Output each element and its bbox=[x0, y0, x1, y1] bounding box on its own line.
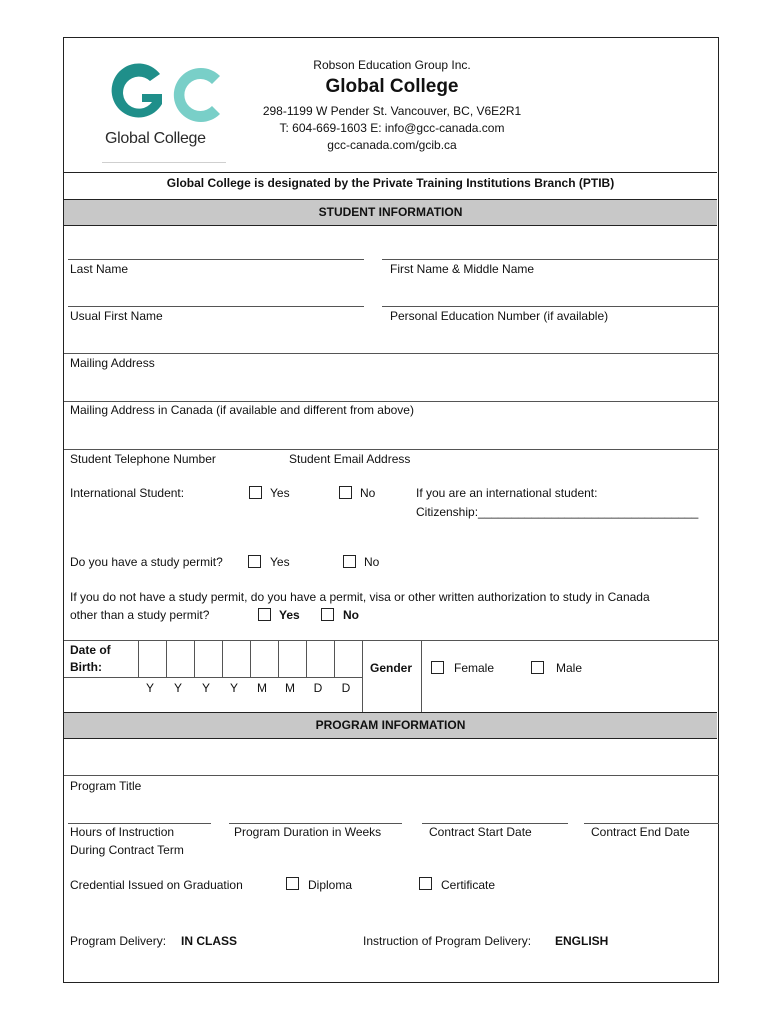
dob-letter-y3: Y bbox=[201, 681, 210, 695]
designation-note: Global College is designated by the Private Training Institutions Branch (PTIB) bbox=[166, 176, 615, 190]
mailing-address-canada-line bbox=[64, 401, 719, 402]
mailing-address-line bbox=[64, 353, 719, 354]
other-permit-yes-label: Yes bbox=[279, 608, 300, 622]
dob-cell-divider bbox=[250, 640, 251, 677]
certificate-checkbox[interactable] bbox=[419, 877, 432, 890]
dob-cell-divider bbox=[278, 640, 279, 677]
college-website: gcc-canada.com/gcib.ca bbox=[327, 138, 457, 152]
logo-wordmark: Global College bbox=[105, 130, 206, 147]
international-student-label: International Student: bbox=[70, 486, 185, 500]
intl-yes-checkbox[interactable] bbox=[249, 486, 262, 499]
usual-first-name-label: Usual First Name bbox=[70, 309, 163, 323]
female-checkbox[interactable] bbox=[431, 661, 444, 674]
college-name: Global College bbox=[325, 76, 459, 97]
citizenship-field[interactable]: Citizenship:_________________________________ bbox=[416, 505, 699, 519]
pen-line bbox=[382, 306, 719, 307]
female-label: Female bbox=[454, 661, 495, 675]
dob-letter-y2: Y bbox=[173, 681, 182, 695]
gender-label: Gender bbox=[370, 661, 413, 675]
last-name-line bbox=[68, 259, 364, 260]
intl-no-label: No bbox=[360, 486, 376, 500]
other-permit-question-line1: If you do not have a study permit, do you have a permit, visa or other written authorization to study in Canada bbox=[70, 590, 650, 604]
start-date-line bbox=[422, 823, 568, 824]
section-student-information: STUDENT INFORMATION bbox=[64, 199, 717, 226]
duration-label: Program Duration in Weeks bbox=[234, 825, 382, 839]
gender-divider bbox=[421, 640, 422, 713]
hours-line bbox=[68, 823, 211, 824]
diploma-checkbox[interactable] bbox=[286, 877, 299, 890]
usual-first-name-line bbox=[68, 306, 364, 307]
program-delivery-label: Program Delivery: bbox=[70, 934, 167, 948]
permit-no-checkbox[interactable] bbox=[343, 555, 356, 568]
program-title-line bbox=[64, 775, 719, 776]
dob-gender-divider bbox=[362, 640, 363, 713]
male-checkbox[interactable] bbox=[531, 661, 544, 674]
header-divider bbox=[64, 172, 717, 173]
end-date-label: Contract End Date bbox=[591, 825, 690, 839]
dob-cell-divider bbox=[194, 640, 195, 677]
dob-letter-d1: D bbox=[313, 681, 323, 695]
diploma-label: Diploma bbox=[308, 878, 353, 892]
dob-cell-divider bbox=[166, 640, 167, 677]
org-name: Robson Education Group Inc. bbox=[313, 58, 471, 72]
end-date-line bbox=[584, 823, 719, 824]
dob-cell-divider bbox=[306, 640, 307, 677]
dob-cells-bottom-line bbox=[64, 677, 362, 678]
other-permit-no-checkbox[interactable] bbox=[321, 608, 334, 621]
other-permit-question-line2: other than a study permit? bbox=[70, 608, 210, 622]
logo-g-shape bbox=[112, 63, 162, 117]
start-date-label: Contract Start Date bbox=[429, 825, 532, 839]
last-name-label: Last Name bbox=[70, 262, 129, 276]
telephone-label: Student Telephone Number bbox=[70, 452, 216, 466]
instruction-delivery-value: ENGLISH bbox=[555, 934, 609, 948]
college-address: 298-1199 W Pender St. Vancouver, BC, V6E2R1 bbox=[262, 104, 522, 118]
dob-letter-m1: M bbox=[257, 681, 267, 695]
dob-cell-divider bbox=[222, 640, 223, 677]
dob-top-line bbox=[64, 640, 719, 641]
first-middle-name-label: First Name & Middle Name bbox=[390, 262, 535, 276]
enrollment-form bbox=[63, 37, 719, 983]
hours-label-line1: Hours of Instruction bbox=[70, 825, 175, 839]
program-title-label: Program Title bbox=[70, 779, 142, 793]
permit-yes-label: Yes bbox=[270, 555, 290, 569]
dob-label-line1: Date of bbox=[70, 643, 111, 657]
certificate-label: Certificate bbox=[441, 878, 496, 892]
permit-yes-checkbox[interactable] bbox=[248, 555, 261, 568]
mailing-address-canada-label: Mailing Address in Canada (if available and different from above) bbox=[70, 403, 414, 417]
email-label: Student Email Address bbox=[289, 452, 411, 466]
hours-label-line2: During Contract Term bbox=[70, 843, 184, 857]
first-name-line bbox=[382, 259, 719, 260]
study-permit-label: Do you have a study permit? bbox=[70, 555, 223, 569]
dob-letter-d2: D bbox=[341, 681, 351, 695]
male-label: Male bbox=[556, 661, 583, 675]
gc-logo-icon bbox=[102, 60, 226, 130]
logo-underline bbox=[102, 162, 226, 163]
dob-label-line2: Birth: bbox=[70, 660, 102, 674]
credential-label: Credential Issued on Graduation bbox=[70, 878, 243, 892]
program-delivery-value: IN CLASS bbox=[181, 934, 238, 948]
logo-c-shape bbox=[174, 68, 220, 122]
other-permit-yes-checkbox[interactable] bbox=[258, 608, 271, 621]
duration-line bbox=[229, 823, 402, 824]
college-contact: T: 604-669-1603 E: info@gcc-canada.com bbox=[279, 121, 505, 135]
dob-letter-y4: Y bbox=[229, 681, 238, 695]
permit-no-label: No bbox=[364, 555, 380, 569]
instruction-delivery-label: Instruction of Program Delivery: bbox=[363, 934, 532, 948]
pen-label: Personal Education Number (if available) bbox=[390, 309, 609, 323]
mailing-address-label: Mailing Address bbox=[70, 356, 155, 370]
dob-cell-divider bbox=[334, 640, 335, 677]
contact-line bbox=[64, 449, 719, 450]
college-logo bbox=[102, 60, 226, 150]
intl-note: If you are an international student: bbox=[416, 486, 598, 500]
dob-letter-m2: M bbox=[285, 681, 295, 695]
dob-cell-divider bbox=[138, 640, 139, 677]
other-permit-no-label: No bbox=[343, 608, 359, 622]
intl-yes-label: Yes bbox=[270, 486, 290, 500]
section-program-information: PROGRAM INFORMATION bbox=[64, 712, 717, 739]
intl-no-checkbox[interactable] bbox=[339, 486, 352, 499]
dob-letter-y1: Y bbox=[145, 681, 154, 695]
